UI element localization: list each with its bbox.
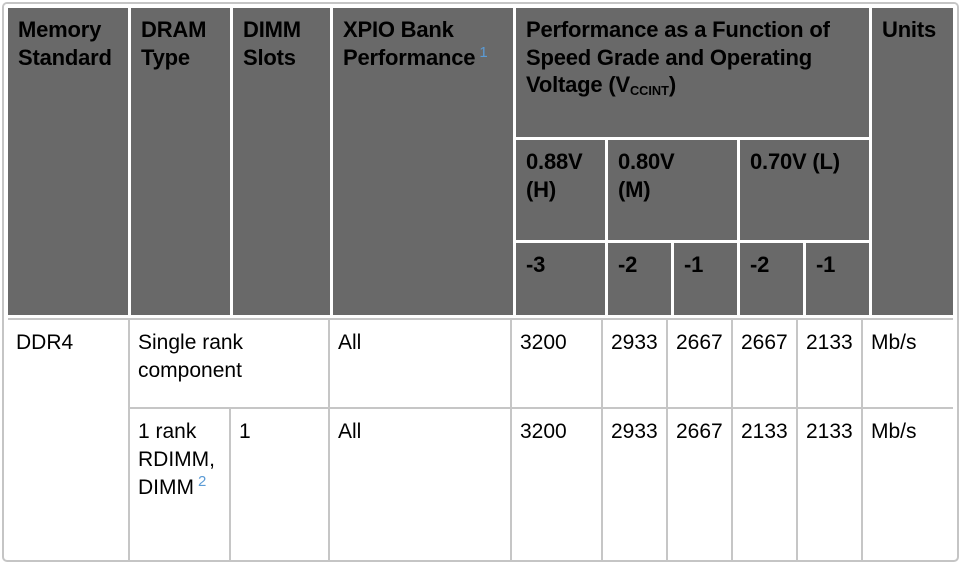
cell-memory-standard (8, 320, 128, 560)
speed-grade-cell (516, 243, 605, 315)
cell-value (668, 409, 731, 560)
voltage-070v-label: 0.70V (L) (750, 149, 840, 174)
cell-value (733, 320, 796, 407)
voltage-080v-label: 0.80V (M) (618, 149, 675, 202)
cell-units (863, 320, 953, 407)
cell-value (603, 320, 666, 407)
vccint-subscript: CCINT (629, 83, 669, 99)
xpio-performance-value: All (338, 331, 362, 354)
speed-grade-label: -2 (750, 252, 770, 277)
cell-value (668, 320, 731, 407)
dram-type-value: 1 rank RDIMM, DIMM (138, 420, 215, 499)
memory-spec-table (2, 2, 959, 562)
cell-xpio-performance (330, 409, 510, 560)
units-value: Mb/s (871, 420, 917, 443)
speed-grade-cell (608, 243, 671, 315)
speed-value: 2667 (676, 331, 723, 354)
speed-grade-label: -1 (684, 252, 704, 277)
header-xpio-label: XPIO Bank Performance (343, 17, 476, 70)
header-dram-type (131, 8, 230, 315)
cell-value (733, 409, 796, 560)
speed-value: 3200 (520, 331, 567, 354)
speed-grade-cell (806, 243, 869, 315)
speed-value: 2933 (611, 420, 658, 443)
cell-xpio-performance (330, 320, 510, 407)
header-voltage-070v (740, 140, 869, 240)
speed-value: 2133 (806, 420, 853, 443)
speed-value: 2933 (611, 331, 658, 354)
header-dram-type-label: DRAM Type (141, 17, 207, 70)
cell-dram-type (130, 409, 229, 560)
speed-grade-label: -1 (816, 252, 836, 277)
speed-grade-cell (674, 243, 737, 315)
speed-grade-cell (740, 243, 803, 315)
header-voltage-088v (516, 140, 605, 240)
speed-grade-label: -3 (526, 252, 546, 277)
speed-value: 2133 (741, 420, 788, 443)
speed-value: 3200 (520, 420, 567, 443)
cell-value (798, 409, 861, 560)
cell-dram-type (130, 320, 328, 407)
footnote-1-superscript: 1 (479, 43, 488, 61)
voltage-088v-label: 0.88V (H) (526, 149, 583, 202)
speed-value: 2133 (806, 331, 853, 354)
cell-value (512, 320, 601, 407)
cell-dimm-slots (231, 409, 328, 560)
header-dimm-slots-label: DIMM Slots (243, 17, 301, 70)
header-dimm-slots (233, 8, 330, 315)
units-value: Mb/s (871, 331, 917, 354)
header-xpio-bank-performance (333, 8, 513, 315)
speed-value: 2667 (741, 331, 788, 354)
header-units-label: Units (882, 17, 937, 42)
footnote-2-superscript: 2 (198, 472, 207, 490)
speed-value: 2667 (676, 420, 723, 443)
cell-value (798, 320, 861, 407)
header-memory-standard (8, 8, 128, 315)
performance-group-label-suffix: ) (668, 72, 677, 98)
header-units (872, 8, 953, 315)
xpio-performance-value: All (338, 420, 362, 443)
performance-group-label: Performance as a Function of Speed Grade and Operating Voltage (V (526, 17, 830, 98)
cell-value (512, 409, 601, 560)
cell-units (863, 409, 953, 560)
header-memory-standard-label: Memory Standard (18, 17, 112, 70)
table-body (8, 318, 953, 560)
memory-standard-value: DDR4 (16, 331, 74, 354)
dimm-slots-value: 1 (239, 420, 251, 443)
dram-type-value: Single rank component (138, 331, 244, 382)
cell-value (603, 409, 666, 560)
speed-grade-label: -2 (618, 252, 638, 277)
header-voltage-080v (608, 140, 737, 240)
table-header (4, 4, 957, 318)
header-performance-group (516, 8, 869, 137)
